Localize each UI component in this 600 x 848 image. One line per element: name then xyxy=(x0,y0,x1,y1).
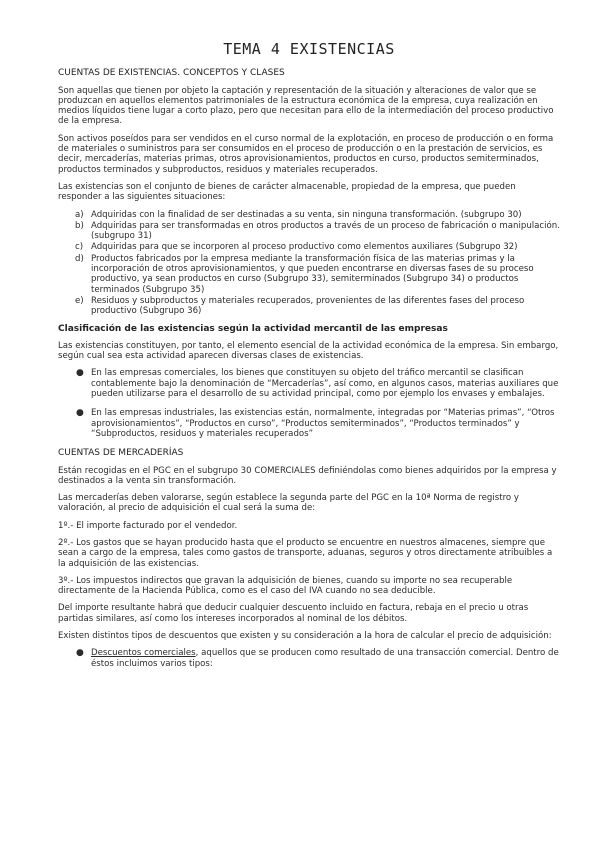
list-item xyxy=(58,296,560,317)
bullet-term: Descuentos comerciales xyxy=(91,648,196,659)
list-marker: d) xyxy=(75,253,84,264)
paragraph: Las mercaderías deben valorarse, según establece la segunda parte del PGC en la 10ª Norma de registro y valoración, al precio de adquisición el cual será la suma de: xyxy=(58,493,519,514)
situations-list xyxy=(58,210,560,317)
list-item-text: Adquiridas para que se incorporen al proceso productivo como elementos auxiliares (Subgrupo 32) xyxy=(91,242,518,253)
list-item-text: Productos fabricados por la empresa mediante la transformación física de las materias primas y la incorporación de otros aprovisionamientos, y que pueden encontrarse en diversas fases de su proceso productivo, ya sean productos en curso (Subgrupo 33), semiterminados (Subgrupo 34) o productos terminados (Subgrupo 35) xyxy=(91,253,534,295)
bullet-item xyxy=(58,368,560,399)
bullet-item xyxy=(58,408,560,439)
paragraph: 2º.- Los gastos que se hayan producido hasta que el producto se encuentre en nuestros almacenes, siempre que sean a cargo de la empresa, tales como gastos de transporte, aduanas, seguros y otros directamente atribuibles a la adquisición de las existencias. xyxy=(58,537,553,569)
list-marker: e) xyxy=(75,295,84,306)
list-marker: b) xyxy=(75,220,84,231)
list-item xyxy=(58,254,560,295)
paragraph: Las existencias son el conjunto de bienes de carácter almacenable, propiedad de la empresa, que pueden responder a las siguientes situaciones: xyxy=(58,181,516,203)
paragraph: 1º.- El importe facturado por el vendedor. xyxy=(58,520,238,531)
list-item-text: Adquiridas con la finalidad de ser destinadas a su venta, sin ninguna transformación. (subgrupo 30) xyxy=(91,209,522,220)
bullet-text: , aquellos que se producen como resultado de una transacción comercial. Dentro de éstos incluimos varios tipos: xyxy=(91,648,559,669)
bullet-item xyxy=(58,648,560,669)
bullet-icon: ● xyxy=(76,368,84,379)
discount-bullets xyxy=(58,648,560,669)
paragraph: Son activos poseídos para ser vendidos en el curso normal de la explotación, en proceso de producción o en forma de materiales o suministros para ser consumidos en el proceso de producción o en la prestación de servicios, es decir, mercaderías, materias primas, otros aprovisionamientos, productos en curso, productos semiterminados, productos terminados y subproductos, residuos y materiales recuperados. xyxy=(58,133,554,175)
list-marker: c) xyxy=(75,242,84,253)
list-item xyxy=(58,242,560,252)
paragraph: 3º.- Los impuestos indirectos que gravan la adquisición de bienes, cuando su importe no sea recuperable directamente de la Hacienda Pública, como es el caso del IVA cuando no sea deducible. xyxy=(58,575,513,597)
bullet-icon: ● xyxy=(76,408,84,419)
paragraph: Del importe resultante habrá que deducir cualquier descuento incluido en factura, rebaja en el precio u otras partidas similares, así como los intereses incorporados al nominal de los débitos. xyxy=(58,603,529,624)
paragraph: Las existencias constituyen, por tanto, el elemento esencial de la actividad económica de la empresa. Sin embargo, según cual sea esta actividad aparecen diversas clases de existencias. xyxy=(58,340,559,362)
list-item-text: Adquiridas para ser transformadas en otros productos a través de un proceso de fabricación o manipulación. (subgrupo 31) xyxy=(91,220,560,242)
section-heading-cuentas-existencias: CUENTAS DE EXISTENCIAS. CONCEPTOS Y CLASES xyxy=(58,68,285,79)
bullet-icon: ● xyxy=(76,648,84,659)
paragraph: Están recogidas en el PGC en el subgrupo 30 COMERCIALES definiéndolas como bienes adquiridos por la empresa y destinados a la venta sin transformación. xyxy=(58,465,557,486)
list-marker: a) xyxy=(75,209,84,220)
page-title: TEMA 4 EXISTENCIAS xyxy=(223,40,395,58)
list-item-text: Residuos y subproductos y materiales recuperados, provenientes de las diferentes fases del proceso productivo (Subgrupo 36) xyxy=(91,295,525,317)
bullet-text: En las empresas industriales, las existencias están, normalmente, integradas por “Materias primas”, “Otros aprovisionamientos”, “Productos en curso”, “Productos semiterminados”, “Productos terminados” y “Subproductos, residuos y materiales recuperados” xyxy=(91,408,555,439)
paragraph: Son aquellas que tienen por objeto la captación y representación de la situación y alteraciones de valor que se produzcan en aquellos elementos patrimoniales de la estructura económica de la empresa, cuya realización en medios líquidos tiene lugar a corto plazo, pero que necesitan para ello de la intermediación del proceso productivo de la empresa. xyxy=(58,85,554,127)
section-heading-clasificacion: Clasificación de las existencias según la actividad mercantil de las empresas xyxy=(58,323,448,334)
section-heading-mercaderias: CUENTAS DE MERCADERÍAS xyxy=(58,448,184,459)
list-item xyxy=(58,221,560,242)
paragraph: Existen distintos tipos de descuentos que existen y su consideración a la hora de calcular el precio de adquisición: xyxy=(58,631,552,642)
bullet-text: En las empresas comerciales, los bienes que constituyen su objeto del tráfico mercantil se clasifican contablemente bajo la denominación de “Mercaderías”, así como, en algunos casos, materias auxiliares que pueden utilizarse para el desarrollo de su actividad principal, como por ejemplo los envases y embalajes. xyxy=(91,368,559,400)
classification-bullets xyxy=(58,368,560,439)
list-item xyxy=(58,210,560,220)
